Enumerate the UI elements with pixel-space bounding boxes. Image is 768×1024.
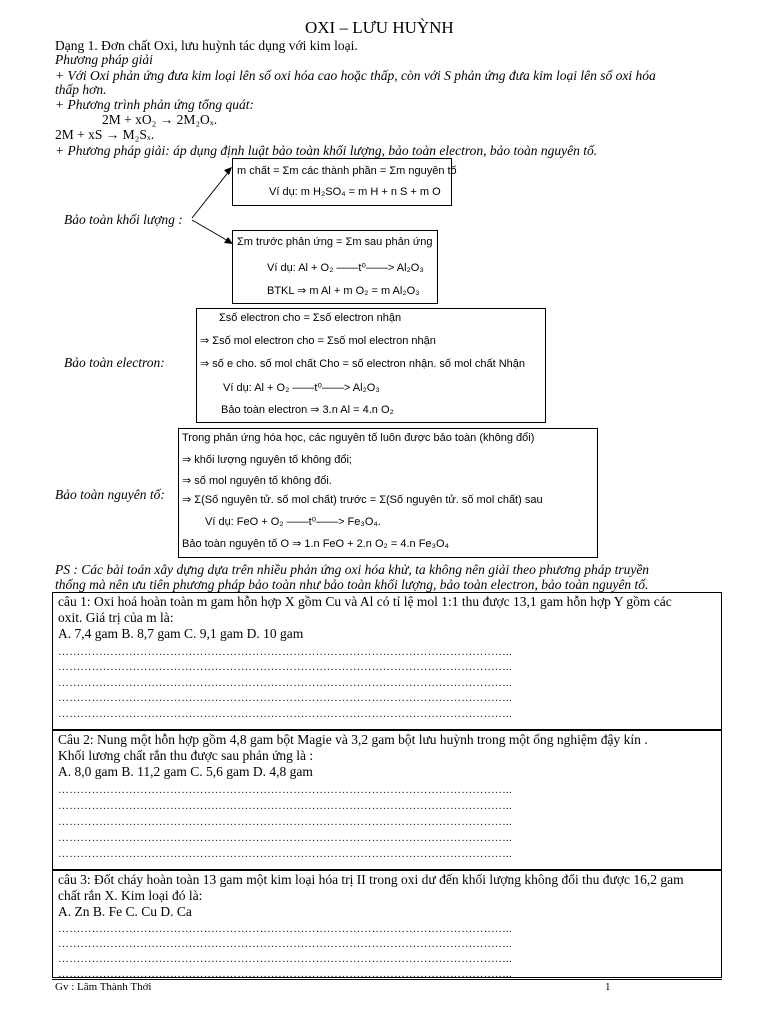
equation-oxygen: 2M + xO₂ → 2M₂Oₓ.	[102, 112, 218, 127]
section-heading: Dạng 1. Đơn chất Oxi, lưu huỳnh tác dụng với kim loại.	[55, 38, 358, 53]
intro-line-1: + Với Oxi phản ứng đưa kim loại lên số oxi hóa cao hoặc thấp, còn với S phản ứng đưa kim loại lên số oxi hóa	[55, 68, 656, 83]
question-2-text-line2: Khối lương chất rắn thu được sau phản ứng là :	[58, 748, 314, 763]
mass-box1-line2: Ví dụ: m H₂SO₄ = m H + n S + m O	[269, 186, 441, 198]
answer-line[interactable]: …………………………………………………………………………………………………………..	[58, 968, 512, 980]
answer-line[interactable]: …………………………………………………………………………………………………………..	[58, 938, 512, 950]
electron-line1: Σsố electron cho = Σsố electron nhận	[219, 312, 402, 324]
general-eq-heading: + Phương trình phản ứng tổng quát:	[55, 97, 255, 112]
answer-line[interactable]: …………………………………………………………………………………………………………..	[58, 677, 512, 689]
method-heading: Phương pháp giải	[55, 52, 153, 67]
question-3-box	[52, 870, 722, 978]
element-line6: Bảo toàn nguyên tố O ⇒ 1.n FeO + 2.n O₂ = 4.n Fe₃O₄	[182, 538, 450, 550]
question-1-box	[52, 592, 722, 730]
question-3-options: A. Zn B. Fe C. Cu D. Ca	[58, 904, 192, 919]
footer-page-number: 1	[605, 981, 611, 993]
question-1-text-line1: câu 1: Oxi hoá hoàn toàn m gam hỗn hợp X gồm Cu và Al có tỉ lệ mol 1:1 thu được 13,1 gam hỗn hợp Y gồm các	[58, 594, 672, 609]
question-1-options: A. 7,4 gam B. 8,7 gam C. 9,1 gam D. 10 gam	[58, 626, 304, 641]
question-2-box	[52, 730, 722, 870]
question-1-text-line2: oxit. Giá trị của m là:	[58, 610, 174, 625]
method-line: + Phương pháp giải: áp dụng định luật bảo toàn khối lượng, bảo toàn electron, bảo toàn nguyên tố.	[55, 143, 598, 158]
answer-line[interactable]: …………………………………………………………………………………………………………..	[58, 848, 512, 860]
ps-note-line1: PS : Các bài toán xây dựng dựa trên nhiều phản ứng oxi hóa khử, ta không nên giải theo phương pháp truyền	[55, 562, 650, 577]
element-box	[178, 428, 598, 558]
answer-line[interactable]: …………………………………………………………………………………………………………..	[58, 646, 512, 658]
answer-line[interactable]: …………………………………………………………………………………………………………..	[58, 708, 512, 720]
answer-line[interactable]: …………………………………………………………………………………………………………..	[58, 692, 512, 704]
electron-box	[196, 308, 546, 423]
answer-line[interactable]: …………………………………………………………………………………………………………..	[58, 923, 512, 935]
mass-box-reaction	[232, 230, 438, 304]
question-2-options: A. 8,0 gam B. 11,2 gam C. 5,6 gam D. 4,8 gam	[58, 764, 313, 779]
mass-box2-line3: BTKL ⇒ m Al + m O₂ = m Al₂O₃	[267, 285, 420, 297]
intro-line-2: thấp hơn.	[55, 82, 107, 97]
mass-box2-line1: Σm trước phản ứng = Σm sau phản ứng	[237, 236, 433, 248]
element-conservation-label: Bảo toàn nguyên tố:	[55, 487, 165, 502]
element-line1: Trong phản ứng hóa học, các nguyên tố luôn được bảo toàn (không đổi)	[182, 432, 535, 444]
mass-conservation-label: Bảo toàn khối lượng :	[64, 212, 183, 227]
electron-line5: Bảo toàn electron ⇒ 3.n Al = 4.n O₂	[221, 404, 394, 416]
answer-line[interactable]: …………………………………………………………………………………………………………..	[58, 800, 512, 812]
footer-teacher: Gv : Lâm Thành Thới	[55, 981, 152, 993]
answer-line[interactable]: …………………………………………………………………………………………………………..	[58, 832, 512, 844]
element-line3: ⇒ số mol nguyên tố không đổi.	[182, 475, 332, 487]
answer-line[interactable]: …………………………………………………………………………………………………………..	[58, 816, 512, 828]
answer-line[interactable]: …………………………………………………………………………………………………………..	[58, 953, 512, 965]
element-line5: Ví dụ: FeO + O₂ ——t⁰——> Fe₃O₄.	[205, 516, 381, 528]
electron-line4: Ví dụ: Al + O₂ ——t⁰——> Al₂O₃	[223, 382, 380, 394]
electron-line2: ⇒ Σsố mol electron cho = Σsố mol electron nhận	[200, 335, 436, 347]
mass-box-components	[232, 158, 457, 206]
mass-box1-line1: m chất = Σm các thành phần = Σm nguyên tố	[237, 165, 457, 177]
answer-line[interactable]: …………………………………………………………………………………………………………..	[58, 661, 512, 673]
answer-line[interactable]: …………………………………………………………………………………………………………..	[58, 784, 512, 796]
question-2-text-line1: Câu 2: Nung một hỗn hợp gồm 4,8 gam bột Magie và 3,2 gam bột lưu huỳnh trong một ống nghiệm đậy kín .	[58, 732, 648, 747]
mass-box2-line2: Ví dụ: Al + O₂ ——t⁰——> Al₂O₃	[267, 262, 424, 274]
ps-note-line2: thống mà nên ưu tiên phương pháp bảo toàn như bảo toàn khối lượng, bảo toàn electron, bảo toàn nguyên tố.	[55, 577, 649, 592]
question-3-text-line1: câu 3: Đốt cháy hoàn toàn 13 gam một kim loại hóa trị II trong oxi dư đến khối lượng không đổi thu được 16,2 gam	[58, 872, 684, 887]
page-title: OXI – LƯU HUỲNH	[305, 18, 454, 37]
electron-line3: ⇒ số e cho. số mol chất Cho = số electron nhận. số mol chất Nhận	[200, 358, 526, 370]
element-line4: ⇒ Σ(Số nguyên tử. số mol chất) trước = Σ(Số nguyên tử. số mol chất) sau	[182, 494, 543, 506]
element-line2: ⇒ khối lượng nguyên tố không đổi;	[182, 454, 352, 466]
question-3-text-line2: chất rắn X. Kim loại đó là:	[58, 888, 203, 903]
equation-sulfur: 2M + xS → M₂Sₓ.	[55, 127, 155, 142]
electron-conservation-label: Bảo toàn electron:	[64, 355, 165, 370]
footer-rule	[52, 979, 722, 980]
